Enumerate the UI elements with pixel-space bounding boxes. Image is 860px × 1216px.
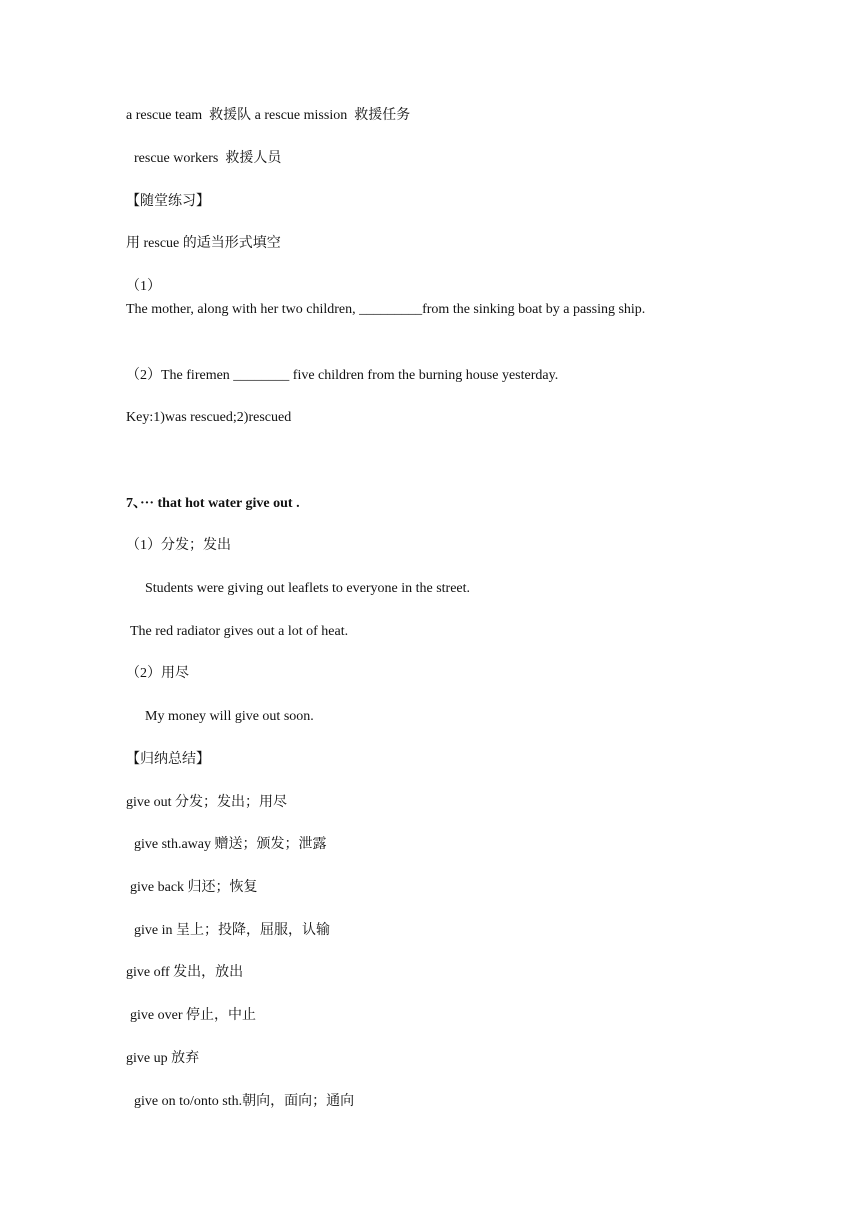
meaning-2-heading: （2）用尽 (126, 666, 189, 681)
section-heading-give-out: 7、··· that hot water give out . (126, 496, 300, 511)
exercise-number-1: （1） (126, 279, 161, 294)
phrase-give-off: give off 发出，放出 (126, 965, 244, 980)
exercise-instruction: 用 rescue 的适当形式填空 (126, 236, 281, 251)
meaning-1-heading: （1）分发；发出 (126, 538, 231, 553)
example-sentence-radiator: The red radiator gives out a lot of heat. (130, 624, 349, 639)
exercise-question-2: （2）The firemen ________ five children from the burning house yesterday. (126, 368, 559, 383)
exercise-question-1: The mother, along with her two children, _________from the sinking boat by a passing ship. (126, 302, 646, 317)
vocab-rescue-workers: rescue workers 救援人员 (134, 151, 282, 166)
answer-key: Key:1)was rescued;2)rescued (126, 410, 292, 425)
phrase-give-on-to: give on to/onto sth.朝向，面向；通向 (134, 1094, 355, 1109)
example-sentence-money: My money will give out soon. (145, 709, 314, 724)
section-heading-summary: 【归纳总结】 (126, 752, 210, 767)
example-sentence-leaflets: Students were giving out leaflets to everyone in the street. (145, 581, 471, 596)
phrase-give-up: give up 放弃 (126, 1051, 200, 1066)
vocab-rescue-team: a rescue team 救援队 a rescue mission 救援任务 (126, 108, 411, 123)
phrase-give-in: give in 呈上；投降，屈服，认输 (134, 923, 330, 938)
section-heading-practice: 【随堂练习】 (126, 194, 210, 209)
phrase-give-back: give back 归还；恢复 (130, 880, 258, 895)
phrase-give-over: give over 停止，中止 (130, 1008, 256, 1023)
phrase-give-away: give sth.away 赠送；颁发；泄露 (134, 837, 327, 852)
phrase-give-out: give out 分发；发出；用尽 (126, 795, 287, 810)
